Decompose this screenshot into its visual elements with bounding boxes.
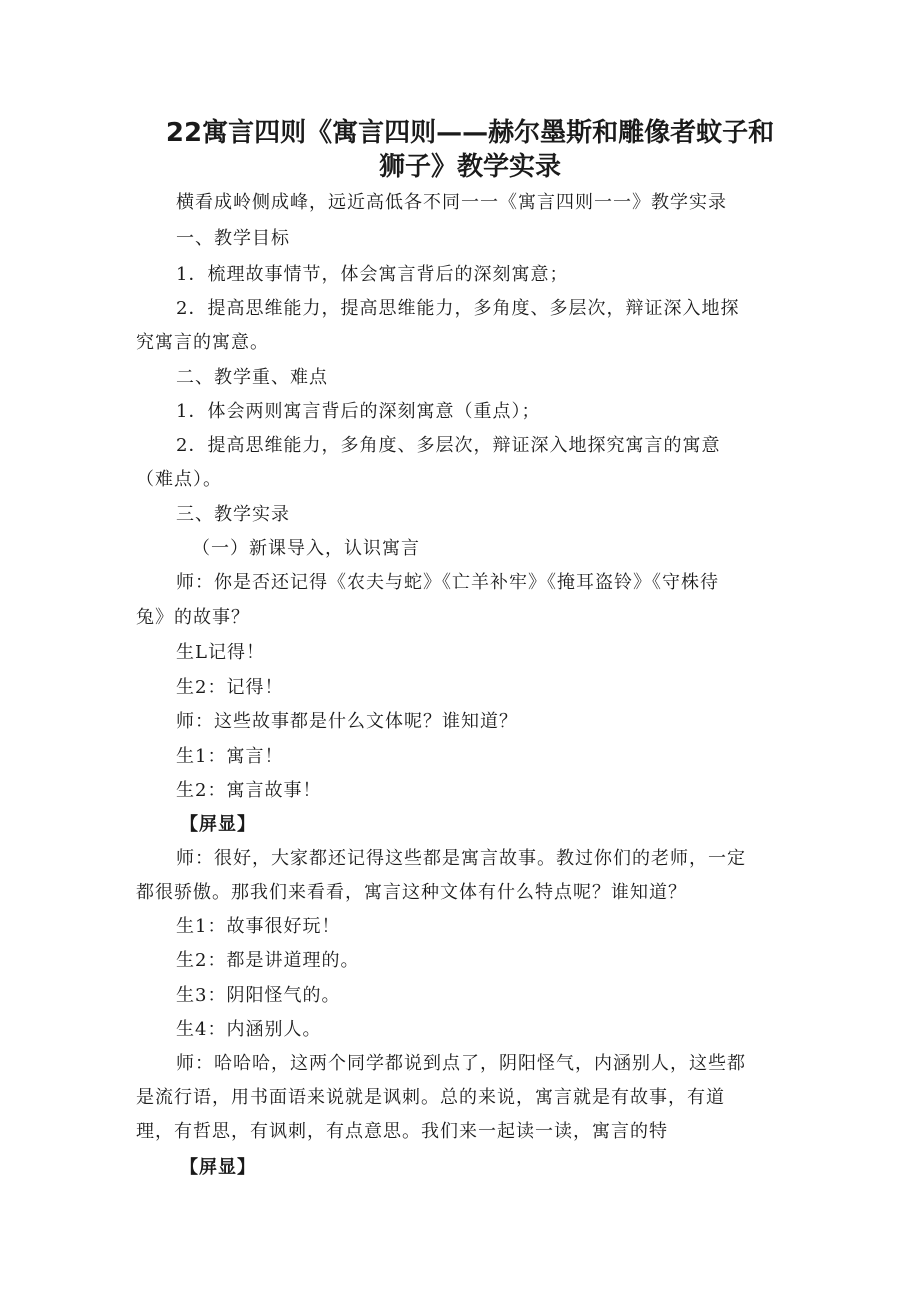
screen-display-marker: 【屏显】 <box>180 814 256 835</box>
section-heading-goals: 一、教学目标 <box>176 228 290 249</box>
goal-2: 2．提高思维能力，提高思维能力，多角度、多层次，辩证深入地探 <box>176 298 740 319</box>
screen-display-marker: 【屏显】 <box>180 1157 256 1178</box>
dialogue-line: 生L记得！ <box>176 642 265 663</box>
dialogue-line-continued: 兔》的故事？ <box>136 607 250 628</box>
document-title-line-2: 狮子》教学实录 <box>378 152 561 182</box>
dialogue-line-continued: 理，有哲思，有讽刺，有点意思。我们来一起读一读，寓言的特 <box>136 1121 668 1142</box>
dialogue-line-continued: 都很骄傲。那我们来看看，寓言这种文体有什么特点呢？谁知道？ <box>136 882 687 903</box>
dialogue-line: 师：你是否还记得《农夫与蛇》《亡羊补牢》《掩耳盗铃》《守株待 <box>176 572 719 593</box>
subsection-heading: （一）新课导入，认识寓言 <box>192 538 420 559</box>
section-heading-key-points: 二、教学重、难点 <box>176 367 328 388</box>
goal-1: 1．梳理故事情节，体会寓言背后的深刻寓意； <box>176 264 569 285</box>
key-point-2: 2．提高思维能力，多角度、多层次，辩证深入地探究寓言的寓意 <box>176 435 721 456</box>
dialogue-line-continued: 是流行语，用书面语来说就是讽刺。总的来说，寓言就是有故事，有道 <box>136 1087 725 1108</box>
dialogue-line: 生2：都是讲道理的。 <box>176 950 360 971</box>
dialogue-line: 生1：寓言！ <box>176 746 284 767</box>
section-heading-record: 三、教学实录 <box>176 504 290 525</box>
key-point-2-continued: （难点）。 <box>136 469 222 490</box>
key-point-1: 1．体会两则寓言背后的深刻寓意（重点）； <box>176 401 541 422</box>
dialogue-line: 生2：记得！ <box>176 677 284 698</box>
document-title-line-1: 22寓言四则《寓言四则——赫尔墨斯和雕像者蚊子和 <box>165 118 775 148</box>
dialogue-line: 师：哈哈哈，这两个同学都说到点了，阴阳怪气，内涵别人，这些都 <box>176 1053 746 1074</box>
intro-line: 横看成岭侧成峰，远近高低各不同一一《寓言四则一一》教学实录 <box>176 192 727 213</box>
dialogue-line: 师：很好，大家都还记得这些都是寓言故事。教过你们的老师，一定 <box>176 848 746 869</box>
dialogue-line: 生4：内涵别人。 <box>176 1019 322 1040</box>
dialogue-line: 师：这些故事都是什么文体呢？谁知道？ <box>176 711 518 732</box>
dialogue-line: 生1：故事很好玩！ <box>176 916 341 937</box>
dialogue-line: 生2：寓言故事！ <box>176 780 322 801</box>
dialogue-line: 生3：阴阳怪气的。 <box>176 985 341 1006</box>
goal-2-continued: 究寓言的寓意。 <box>136 332 269 353</box>
